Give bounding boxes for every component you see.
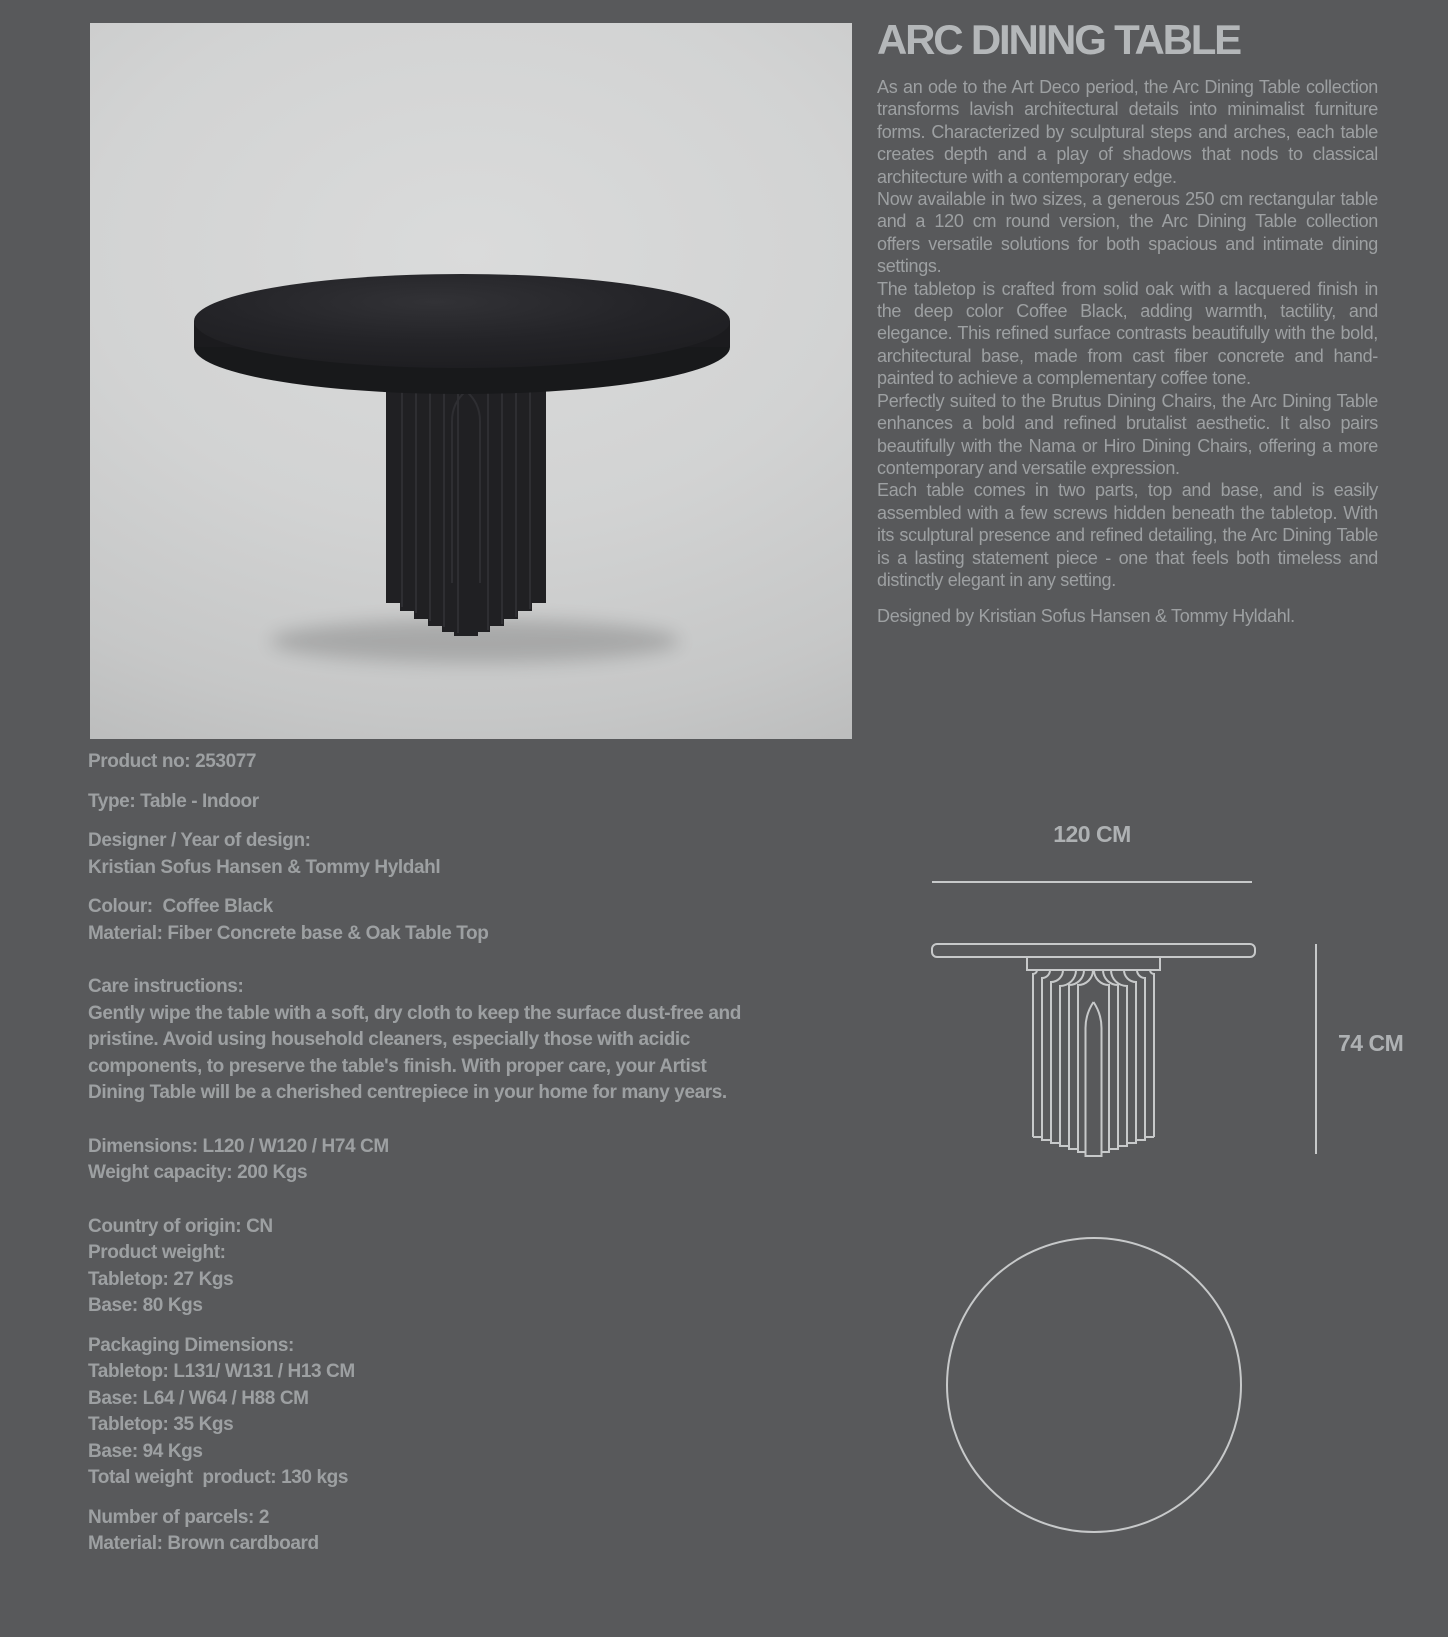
spec-line: Base: L64 / W64 / H88 CM (88, 1387, 309, 1409)
product-photo (90, 23, 852, 739)
description-paragraph: The tabletop is crafted from solid oak with a lacquered finish in the deep color Coffee Black, adding warmth, tactility, and elegance. This refined surface contrasts beautifully with the bold, architectural base, made from cast fiber concrete and hand-painted to achieve a complementary coffee tone. (877, 278, 1378, 389)
spec-line: Dimensions: L120 / W120 / H74 CM (88, 1135, 389, 1157)
spec-group-dimensions (88, 1134, 750, 1187)
height-dimension-label: 74 CM (1338, 1030, 1404, 1056)
pedestal-base (386, 375, 546, 636)
spec-line: Tabletop: L131/ W131 / H13 CM (88, 1361, 355, 1382)
drawing-collar (1027, 957, 1160, 970)
designer-credit: Designed by Kristian Sofus Hansen & Tommy Hyldahl. (877, 606, 1295, 627)
spec-line: Country of origin: CN (88, 1215, 273, 1237)
spec-group-product-no (88, 749, 750, 776)
drawing-flutes-left (1033, 970, 1093, 1152)
spec-line: Tabletop: 35 Kgs (88, 1414, 234, 1435)
spec-group-designer (88, 828, 750, 881)
spec-line: Kristian Sofus Hansen & Tommy Hyldahl (88, 856, 441, 878)
spec-group-origin-weight (88, 1214, 750, 1320)
spec-line: Tabletop: 27 Kgs (88, 1268, 234, 1290)
front-view-drawing (930, 938, 1260, 1163)
top-view-circle (946, 1237, 1242, 1533)
spec-group-parcels (88, 1505, 750, 1558)
height-dimension-line (1315, 944, 1317, 1154)
product-title: ARC DINING TABLE (877, 16, 1241, 63)
description-paragraph: Perfectly suited to the Brutus Dining Chairs, the Arc Dining Table enhances a bold and refined brutalist aesthetic. It also pairs beautifully with the Nama or Hiro Dining Chairs, offering a more contemporary and versatile expression. (877, 390, 1378, 478)
tabletop-surface (194, 274, 730, 368)
spec-group-packaging (88, 1333, 750, 1492)
spec-line: Colour: Coffee Black (88, 896, 273, 917)
spec-line: Material: Fiber Concrete base & Oak Table Top (88, 922, 489, 944)
spec-line: Weight capacity: 200 Kgs (88, 1162, 308, 1183)
drawing-stepped-base (1033, 1137, 1154, 1156)
spec-group-care (88, 974, 750, 1107)
drawing-flutes-right (1094, 970, 1154, 1152)
description-paragraph: Now available in two sizes, a generous 250 cm rectangular table and a 120 cm round version, the Arc Dining Table collection offers versatile solutions for both spacious and intimate dining settings. (877, 189, 1378, 277)
width-dimension-line (932, 881, 1252, 883)
care-instructions-text: Gently wipe the table with a soft, dry cloth to keep the surface dust-free and pristine. Avoid using household cleaners, especially those with acidic components, to preserve the table's finish. With proper care, your Artist Dining Table will be a cherished centrepiece in your home for many years. (88, 1002, 741, 1103)
spec-line: Material: Brown cardboard (88, 1533, 319, 1554)
spec-group-type (88, 789, 750, 816)
dining-table-photo-graphic (90, 23, 852, 739)
spec-line: Total weight product: 130 kgs (88, 1467, 349, 1488)
spec-line: Product weight: (88, 1242, 226, 1263)
spec-column (88, 749, 750, 1558)
description-paragraph: Each table comes in two parts, top and base, and is easily assembled with a few screws hidden beneath the tabletop. With its sculptural presence and refined detailing, the Arc Dining Table is a lasting statement piece - one that feels both timeless and distinctly elegant in any setting. (877, 480, 1378, 590)
width-dimension-label: 120 CM (1053, 821, 1131, 847)
description-column (877, 18, 1378, 628)
spec-line: Number of parcels: 2 (88, 1506, 269, 1528)
spec-line: Designer / Year of design: (88, 830, 311, 851)
spec-line: Base: 80 Kgs (88, 1295, 203, 1316)
spec-line: Care instructions: (88, 976, 244, 997)
spec-line: Type: Table - Indoor (88, 790, 259, 812)
spec-line: Packaging Dimensions: (88, 1334, 294, 1356)
description-paragraph: As an ode to the Art Deco period, the Arc Dining Table collection transforms lavish architectural details into minimalist furniture forms. Characterized by sculptural steps and arches, each table creates depth and a play of shadows that nods to classical architecture with a contemporary edge. (877, 77, 1378, 187)
drawing-center-arch (1086, 1002, 1102, 1156)
spec-line: Base: 94 Kgs (88, 1440, 203, 1462)
drawing-tabletop (932, 944, 1255, 957)
spec-group-colour-material (88, 894, 750, 947)
spec-line: Product no: 253077 (88, 751, 257, 772)
